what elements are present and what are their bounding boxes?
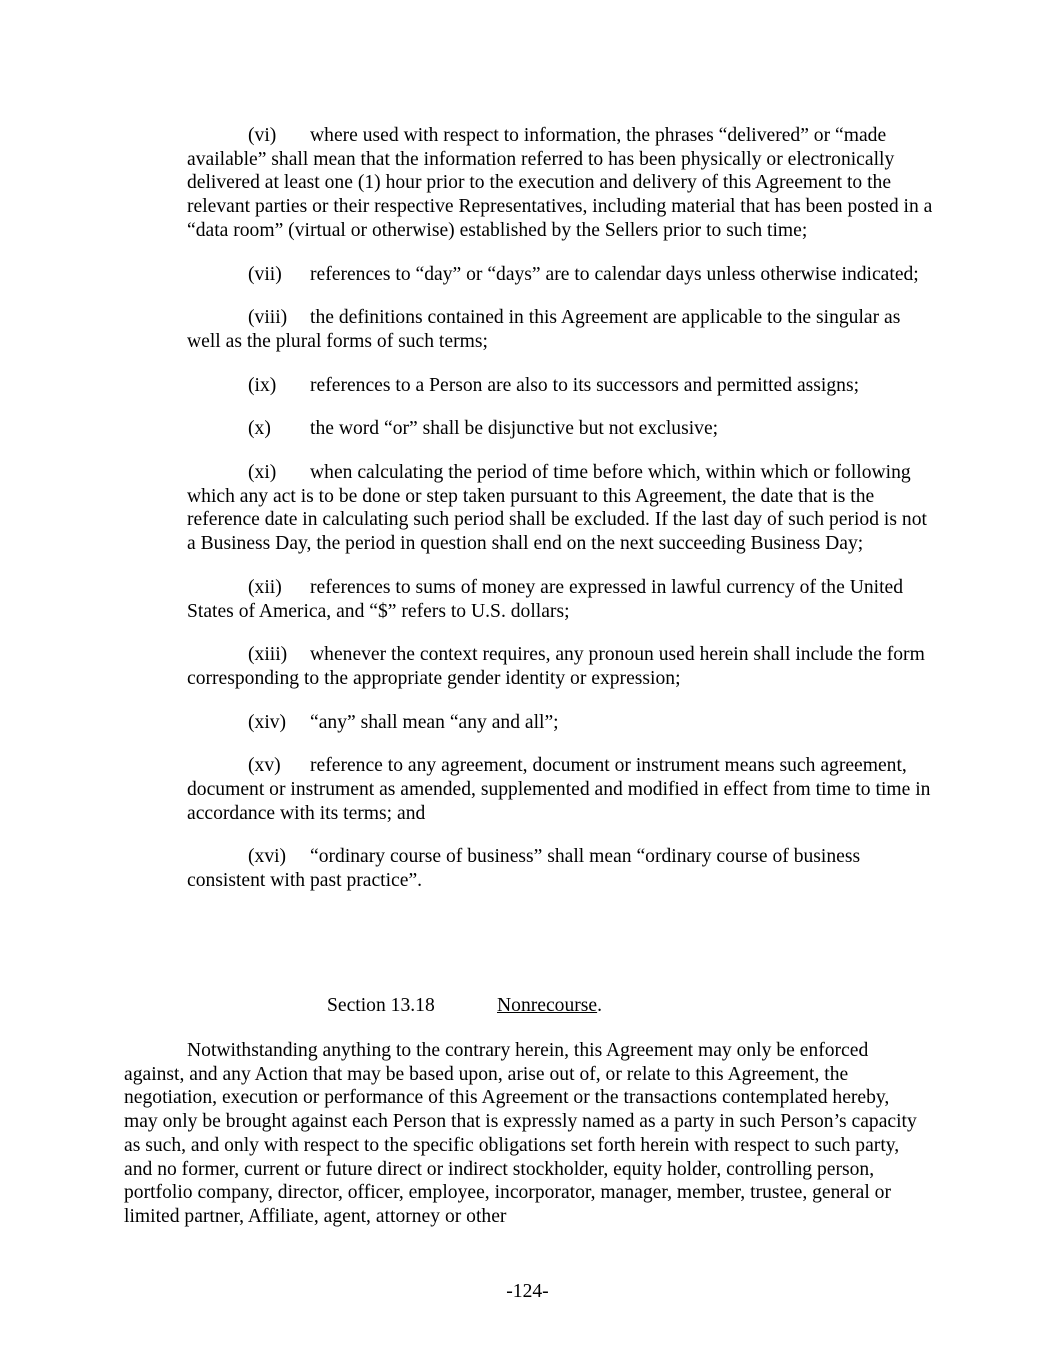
- clause-number: (ix): [248, 374, 277, 396]
- clause-number: (xi): [248, 462, 277, 484]
- clause-text: the definitions contained in this Agreement are applicable to the singular as well as the plural forms of such terms;: [187, 307, 901, 352]
- clause-text: “any” shall mean “any and all”;: [310, 711, 559, 733]
- clause-text: when calculating the period of time before which, within which or following which any act is to be done or step taken pursuant to this Agreement, the date that is the reference date in calculating such period shall be excluded. If the last day of such period is not a Business Day, the period in question shall end on the next succeeding Business Day;: [187, 462, 927, 555]
- clause-number: (viii): [248, 307, 288, 329]
- clause-text: references to a Person are also to its successors and permitted assigns;: [310, 374, 860, 396]
- clause-xii: [187, 576, 935, 623]
- clause-number: (x): [248, 418, 271, 440]
- nonrecourse-paragraph: Notwithstanding anything to the contrary herein, this Agreement may only be enforced against, and any Action that may be based upon, arise out of, or relate to this Agreement, the negotiation, execution or performance of this Agreement or the transactions contemplated hereby, may only be brought against each Person that is expressly named as a party in such Person’s capacity as such, and only with respect to the specific obligations set forth herein with respect to such party, and no former, current or future direct or indirect stockholder, equity holder, controlling person, portfolio company, director, officer, employee, incorporator, manager, member, trustee, general or limited partner, Affiliate, agent, attorney or other: [124, 1040, 917, 1227]
- page-number: -124-: [506, 1281, 549, 1302]
- clause-xv: [187, 754, 935, 825]
- clause-text: references to sums of money are expressed in lawful currency of the United States of America, and “$” refers to U.S. dollars;: [187, 576, 904, 622]
- clause-text: reference to any agreement, document or instrument means such agreement, document or instrument as amended, supplemented and modified in effect from time to time in accordance with its terms; and: [187, 755, 931, 824]
- clause-text: the word “or” shall be disjunctive but not exclusive;: [310, 418, 719, 440]
- clause-xi: [187, 461, 935, 556]
- clause-number: (xiii): [248, 644, 288, 666]
- clause-x: [187, 417, 935, 441]
- clause-vii: [187, 263, 935, 287]
- section-title: Nonrecourse: [497, 995, 598, 1016]
- clause-text: “ordinary course of business” shall mean “ordinary course of business consistent with past practice”.: [187, 846, 861, 892]
- clause-number: (xvi): [248, 846, 287, 868]
- clause-xvi: [187, 845, 935, 892]
- definitions-clause-list: [187, 124, 935, 913]
- section-heading: [327, 994, 602, 1018]
- clause-text: references to “day” or “days” are to calendar days unless otherwise indicated;: [310, 263, 919, 285]
- clause-text: where used with respect to information, the phrases “delivered” or “made available” shall mean that the information referred to has been physically or electronically delivered at least one (1) hour prior to the execution and delivery of this Agreement to the relevant parties or their respective Representatives, including material that has been posted in a “data room” (virtual or otherwise) established by the Sellers prior to such time;: [187, 125, 933, 241]
- clause-text: whenever the context requires, any pronoun used herein shall include the form corresponding to the appropriate gender identity or expression;: [187, 644, 925, 689]
- section-number: Section 13.18: [327, 995, 435, 1016]
- clause-number: (xv): [248, 755, 281, 777]
- clause-number: (vii): [248, 263, 282, 285]
- clause-number: (xii): [248, 576, 282, 598]
- clause-ix: [187, 374, 935, 398]
- section-title-period: .: [597, 995, 603, 1016]
- clause-xiv: [187, 711, 935, 735]
- clause-number: (xiv): [248, 711, 287, 733]
- clause-xiii: [187, 643, 935, 690]
- clause-vi: [187, 124, 935, 243]
- clause-viii: [187, 306, 935, 353]
- clause-number: (vi): [248, 125, 277, 146]
